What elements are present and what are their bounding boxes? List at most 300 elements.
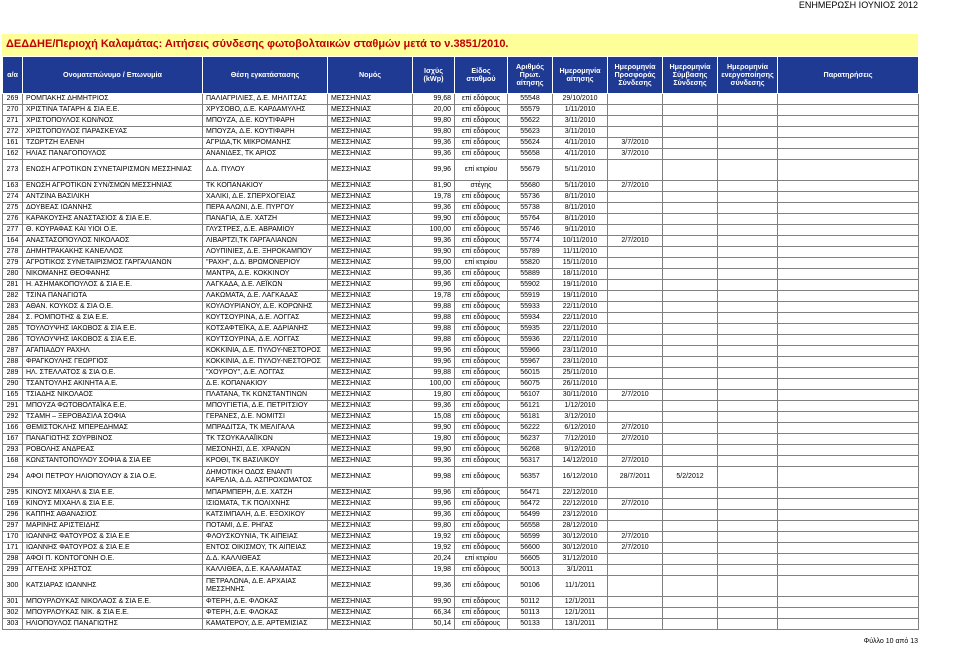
cell-power: 99,90	[413, 597, 455, 608]
table-row	[3, 324, 919, 335]
cell-name: Σ. ΡΟΜΠΟΤΗΣ & ΣΙΑ Ε.Ε.	[23, 313, 203, 324]
cell-app-date: 12/1/2011	[553, 608, 608, 619]
cell-protocol: 55680	[508, 181, 553, 192]
cell-type: επί εδάφους	[455, 192, 508, 203]
cell-id: 283	[3, 302, 23, 313]
cell-contract-date	[663, 597, 718, 608]
cell-location: ΦΤΕΡΗ, Δ.Ε. ΦΛΟΚΑΣ	[203, 608, 328, 619]
cell-location: ΕΝΤΟΣ ΟΙΚΙΣΜΟΥ, ΤΚ ΑΙΠΕΙΑΣ	[203, 543, 328, 554]
cell-id: 281	[3, 280, 23, 291]
cell-protocol: 55679	[508, 160, 553, 181]
cell-location: ΧΡΥΣΟΒΟ, Δ.Ε. ΚΑΡΔΑΜΥΛΗΣ	[203, 105, 328, 116]
cell-name: ΗΛ. ΣΤΕΛΛΑΤΟΣ & ΣΙΑ Ο.Ε.	[23, 368, 203, 379]
col-header: Ημερομηνία Σύμβασης Σύνδεσης	[663, 57, 718, 94]
cell-offer-date	[608, 94, 663, 105]
cell-contract-date	[663, 94, 718, 105]
cell-contract-date	[663, 335, 718, 346]
cell-offer-date: 2/7/2010	[608, 236, 663, 247]
cell-notes	[778, 576, 919, 597]
cell-id: 291	[3, 401, 23, 412]
cell-contract-date	[663, 105, 718, 116]
table-row	[3, 225, 919, 236]
cell-name: ΜΑΡΙΝΗΣ ΑΡΙΣΤΕΙΔΗΣ	[23, 521, 203, 532]
cell-power: 99,36	[413, 456, 455, 467]
cell-protocol: 55774	[508, 236, 553, 247]
cell-prefecture: ΜΕΣΣΗΝΙΑΣ	[328, 116, 413, 127]
cell-protocol: 56605	[508, 554, 553, 565]
cell-app-date: 5/11/2010	[553, 160, 608, 181]
table-row	[3, 619, 919, 630]
cell-notes	[778, 597, 919, 608]
cell-id: 171	[3, 543, 23, 554]
cell-location: ΧΑΛΙΚΙ, Δ.Ε. ΣΠΕΡΧΟΓΕΙΑΣ	[203, 192, 328, 203]
cell-power: 99,88	[413, 335, 455, 346]
cell-notes	[778, 225, 919, 236]
table-row	[3, 521, 919, 532]
cell-offer-date	[608, 291, 663, 302]
cell-app-date: 8/11/2010	[553, 214, 608, 225]
cell-location: ΚΟΤΣΑΦΤΕΪΚΑ, Δ.Ε. ΑΔΡΙΑΝΗΣ	[203, 324, 328, 335]
cell-id: 301	[3, 597, 23, 608]
cell-location: ΠΟΤΑΜΙ, Δ.Ε. ΡΗΓΑΣ	[203, 521, 328, 532]
table-row	[3, 379, 919, 390]
cell-power: 99,80	[413, 127, 455, 138]
cell-name: ΚΙΝΟΥΣ ΜΙΧΑΗΛ & ΣΙΑ Ε.Ε.	[23, 499, 203, 510]
cell-app-date: 7/12/2010	[553, 434, 608, 445]
cell-prefecture: ΜΕΣΣΗΝΙΑΣ	[328, 192, 413, 203]
cell-type: επί εδάφους	[455, 368, 508, 379]
cell-protocol: 56075	[508, 379, 553, 390]
cell-notes	[778, 499, 919, 510]
cell-protocol: 50112	[508, 597, 553, 608]
cell-offer-date	[608, 105, 663, 116]
cell-contract-date	[663, 423, 718, 434]
cell-notes	[778, 105, 919, 116]
cell-activation-date	[718, 368, 778, 379]
cell-app-date: 9/11/2010	[553, 225, 608, 236]
cell-notes	[778, 412, 919, 423]
cell-type: επί κτιρίου	[455, 258, 508, 269]
cell-contract-date	[663, 510, 718, 521]
cell-contract-date	[663, 379, 718, 390]
cell-offer-date	[608, 127, 663, 138]
cell-activation-date	[718, 291, 778, 302]
cell-contract-date	[663, 619, 718, 630]
cell-power: 15,08	[413, 412, 455, 423]
cell-prefecture: ΜΕΣΣΗΝΙΑΣ	[328, 379, 413, 390]
cell-contract-date	[663, 412, 718, 423]
cell-notes	[778, 619, 919, 630]
cell-contract-date	[663, 543, 718, 554]
cell-app-date: 4/11/2010	[553, 138, 608, 149]
cell-id: 288	[3, 357, 23, 368]
cell-id: 278	[3, 247, 23, 258]
cell-name: ΔΟΥΒΕΑΣ ΙΩΑΝΝΗΣ	[23, 203, 203, 214]
cell-power: 20,00	[413, 105, 455, 116]
cell-prefecture: ΜΕΣΣΗΝΙΑΣ	[328, 576, 413, 597]
cell-power: 19,78	[413, 192, 455, 203]
cell-app-date: 8/11/2010	[553, 192, 608, 203]
cell-contract-date	[663, 302, 718, 313]
cell-prefecture: ΜΕΣΣΗΝΙΑΣ	[328, 258, 413, 269]
cell-id: 298	[3, 554, 23, 565]
cell-app-date: 29/10/2010	[553, 94, 608, 105]
cell-notes	[778, 236, 919, 247]
cell-location: ΚΡΟΘΙ, ΤΚ ΒΑΣΙΛΙΚΟΥ	[203, 456, 328, 467]
cell-app-date: 16/12/2010	[553, 467, 608, 488]
cell-location: ΠΛΑΤΑΝΑ, ΤΚ ΚΩΝΣΤΑΝΤΙΝΩΝ	[203, 390, 328, 401]
cell-offer-date	[608, 258, 663, 269]
cell-type: επί κτιρίου	[455, 160, 508, 181]
cell-type: επί εδάφους	[455, 269, 508, 280]
cell-name: ΘΕΜΙΣΤΟΚΛΗΣ ΜΠΕΡΕΔΗΜΑΣ	[23, 423, 203, 434]
cell-notes	[778, 192, 919, 203]
cell-location: ΛΑΚΩΜΑΤΑ, Δ.Ε. ΛΑΓΚΑΔΑΣ	[203, 291, 328, 302]
cell-type: επί εδάφους	[455, 488, 508, 499]
cell-location: ΠΑΛΙΑΓΡΙΛΙΕΣ, Δ.Ε. ΜΗΛΙΤΣΑΣ	[203, 94, 328, 105]
cell-app-date: 30/12/2010	[553, 532, 608, 543]
cell-activation-date	[718, 423, 778, 434]
cell-protocol: 50133	[508, 619, 553, 630]
table-row	[3, 445, 919, 456]
cell-prefecture: ΜΕΣΣΗΝΙΑΣ	[328, 467, 413, 488]
cell-offer-date	[608, 510, 663, 521]
cell-contract-date	[663, 203, 718, 214]
cell-notes	[778, 488, 919, 499]
cell-id: 166	[3, 423, 23, 434]
cell-prefecture: ΜΕΣΣΗΝΙΑΣ	[328, 608, 413, 619]
cell-protocol: 55967	[508, 357, 553, 368]
cell-name: ΑΝΑΣΤΑΣΟΠΟΥΛΟΣ ΝΙΚΟΛΑΟΣ	[23, 236, 203, 247]
cell-protocol: 55764	[508, 214, 553, 225]
cell-contract-date	[663, 269, 718, 280]
cell-offer-date	[608, 225, 663, 236]
cell-location: ΚΑΛΛΙΘΕΑ, Δ.Ε. ΚΑΛΑΜΑΤΑΣ	[203, 565, 328, 576]
cell-prefecture: ΜΕΣΣΗΝΙΑΣ	[328, 390, 413, 401]
cell-protocol: 56107	[508, 390, 553, 401]
cell-notes	[778, 127, 919, 138]
cell-app-date: 13/1/2011	[553, 619, 608, 630]
cell-id: 284	[3, 313, 23, 324]
cell-name: ΑΝΤΖΙΝΑ ΒΑΣΙΛΙΚΗ	[23, 192, 203, 203]
table-row	[3, 116, 919, 127]
cell-activation-date	[718, 236, 778, 247]
cell-app-date: 30/11/2010	[553, 390, 608, 401]
cell-prefecture: ΜΕΣΣΗΝΙΑΣ	[328, 412, 413, 423]
cell-activation-date	[718, 225, 778, 236]
cell-power: 19,98	[413, 565, 455, 576]
table-row	[3, 138, 919, 149]
cell-prefecture: ΜΕΣΣΗΝΙΑΣ	[328, 138, 413, 149]
cell-name: ΤΣΑΝΤΟΥΛΗΣ ΑΚΙΝΗΤΑ Α.Ε.	[23, 379, 203, 390]
cell-contract-date	[663, 313, 718, 324]
cell-contract-date	[663, 192, 718, 203]
cell-activation-date	[718, 313, 778, 324]
cell-prefecture: ΜΕΣΣΗΝΙΑΣ	[328, 368, 413, 379]
col-header: Ισχύς (kWp)	[413, 57, 455, 94]
cell-app-date: 30/12/2010	[553, 543, 608, 554]
cell-protocol: 56268	[508, 445, 553, 456]
cell-name: ΑΦΟΙ Π. ΚΟΝΤΟΓΟΝΗ Ο.Ε.	[23, 554, 203, 565]
cell-prefecture: ΜΕΣΣΗΝΙΑΣ	[328, 521, 413, 532]
cell-type: επί εδάφους	[455, 127, 508, 138]
cell-notes	[778, 532, 919, 543]
cell-name: ΗΛΙΑΣ ΠΑΝΑΓΟΠΟΥΛΟΣ	[23, 149, 203, 160]
cell-offer-date	[608, 619, 663, 630]
cell-offer-date	[608, 565, 663, 576]
cell-power: 20,24	[413, 554, 455, 565]
cell-type: επί εδάφους	[455, 434, 508, 445]
cell-notes	[778, 445, 919, 456]
cell-location: ΛΟΥΠΙΝΙΕΣ, Δ.Ε. ΞΗΡΟΚΑΜΠΟΥ	[203, 247, 328, 258]
cell-notes	[778, 456, 919, 467]
cell-prefecture: ΜΕΣΣΗΝΙΑΣ	[328, 214, 413, 225]
cell-app-date: 10/11/2010	[553, 236, 608, 247]
cell-id: 273	[3, 160, 23, 181]
cell-app-date: 12/1/2011	[553, 597, 608, 608]
cell-power: 99,36	[413, 510, 455, 521]
cell-app-date: 11/11/2010	[553, 247, 608, 258]
cell-id: 302	[3, 608, 23, 619]
cell-power: 99,80	[413, 116, 455, 127]
table-row	[3, 357, 919, 368]
cell-name: ΚΑΠΠΗΣ ΑΘΑΝΑΣΙΟΣ	[23, 510, 203, 521]
cell-protocol: 56499	[508, 510, 553, 521]
cell-protocol: 50106	[508, 576, 553, 597]
cell-type: επί εδάφους	[455, 565, 508, 576]
cell-offer-date: 2/7/2010	[608, 390, 663, 401]
cell-id: 290	[3, 379, 23, 390]
cell-prefecture: ΜΕΣΣΗΝΙΑΣ	[328, 335, 413, 346]
cell-id: 276	[3, 214, 23, 225]
table-row	[3, 280, 919, 291]
table-row	[3, 434, 919, 445]
cell-app-date: 14/12/2010	[553, 456, 608, 467]
cell-prefecture: ΜΕΣΣΗΝΙΑΣ	[328, 532, 413, 543]
cell-protocol: 55658	[508, 149, 553, 160]
cell-prefecture: ΜΕΣΣΗΝΙΑΣ	[328, 434, 413, 445]
cell-power: 99,36	[413, 576, 455, 597]
cell-activation-date	[718, 302, 778, 313]
cell-notes	[778, 565, 919, 576]
cell-offer-date	[608, 280, 663, 291]
cell-name: ΦΡΑΓΚΟΥΛΗΣ ΓΕΩΡΓΙΟΣ	[23, 357, 203, 368]
cell-prefecture: ΜΕΣΣΗΝΙΑΣ	[328, 160, 413, 181]
cell-contract-date: 5/2/2012	[663, 467, 718, 488]
cell-power: 99,36	[413, 203, 455, 214]
col-header: Νομός	[328, 57, 413, 94]
cell-notes	[778, 335, 919, 346]
cell-app-date: 1/12/2010	[553, 401, 608, 412]
cell-app-date: 22/11/2010	[553, 335, 608, 346]
cell-notes	[778, 423, 919, 434]
cell-app-date: 25/11/2010	[553, 368, 608, 379]
cell-location: ΑΓΡΙΔΑ,ΤΚ ΜΙΚΡΟΜΑΝΗΣ	[203, 138, 328, 149]
col-header: Θέση εγκατάστασης	[203, 57, 328, 94]
cell-location: ΠΕΤΡΑΛΩΝΑ, Δ.Ε. ΑΡΧΑΙΑΣ ΜΕΣΣΗΝΗΣ	[203, 576, 328, 597]
cell-id: 303	[3, 619, 23, 630]
cell-id: 287	[3, 346, 23, 357]
cell-type: επί εδάφους	[455, 313, 508, 324]
cell-contract-date	[663, 390, 718, 401]
cell-power: 99,96	[413, 280, 455, 291]
cell-id: 299	[3, 565, 23, 576]
table-row	[3, 247, 919, 258]
table-row	[3, 597, 919, 608]
cell-name: Θ. ΚΟΥΡΑΦΑΣ ΚΑΙ ΥΙΟΙ Ο.Ε.	[23, 225, 203, 236]
cell-notes	[778, 291, 919, 302]
cell-name: ΙΩΑΝΝΗΣ ΦΑΤΟΥΡΟΣ & ΣΙΑ Ε.Ε	[23, 543, 203, 554]
cell-notes	[778, 269, 919, 280]
cell-location: ΚΑΜΑΤΕΡΟΥ, Δ.Ε. ΑΡΤΕΜΙΣΙΑΣ	[203, 619, 328, 630]
cell-protocol: 56357	[508, 467, 553, 488]
cell-notes	[778, 390, 919, 401]
cell-type: επί εδάφους	[455, 521, 508, 532]
cell-power: 99,90	[413, 214, 455, 225]
cell-activation-date	[718, 94, 778, 105]
cell-id: 293	[3, 445, 23, 456]
cell-name: ΙΩΑΝΝΗΣ ΦΑΤΟΥΡΟΣ & ΣΙΑ Ε.Ε	[23, 532, 203, 543]
table-row	[3, 313, 919, 324]
cell-activation-date	[718, 203, 778, 214]
cell-id: 272	[3, 127, 23, 138]
cell-notes	[778, 94, 919, 105]
cell-activation-date	[718, 576, 778, 597]
cell-power: 99,90	[413, 445, 455, 456]
cell-prefecture: ΜΕΣΣΗΝΙΑΣ	[328, 510, 413, 521]
cell-contract-date	[663, 324, 718, 335]
cell-app-date: 19/11/2010	[553, 280, 608, 291]
cell-type: επί εδάφους	[455, 149, 508, 160]
cell-app-date: 3/11/2010	[553, 127, 608, 138]
cell-prefecture: ΜΕΣΣΗΝΙΑΣ	[328, 181, 413, 192]
cell-protocol: 55889	[508, 269, 553, 280]
cell-activation-date	[718, 456, 778, 467]
cell-power: 99,68	[413, 94, 455, 105]
cell-protocol: 55789	[508, 247, 553, 258]
cell-id: 296	[3, 510, 23, 521]
cell-power: 99,90	[413, 423, 455, 434]
cell-prefecture: ΜΕΣΣΗΝΙΑΣ	[328, 324, 413, 335]
cell-activation-date	[718, 434, 778, 445]
cell-app-date: 19/11/2010	[553, 291, 608, 302]
cell-power: 99,96	[413, 357, 455, 368]
cell-offer-date	[608, 313, 663, 324]
cell-notes	[778, 214, 919, 225]
cell-id: 286	[3, 335, 23, 346]
cell-activation-date	[718, 346, 778, 357]
cell-type: επί εδάφους	[455, 280, 508, 291]
cell-power: 99,88	[413, 313, 455, 324]
cell-prefecture: ΜΕΣΣΗΝΙΑΣ	[328, 456, 413, 467]
cell-app-date: 5/11/2010	[553, 181, 608, 192]
cell-contract-date	[663, 532, 718, 543]
cell-contract-date	[663, 565, 718, 576]
table-row	[3, 608, 919, 619]
cell-name: ΤΣΙΝΑ ΠΑΝΑΓΙΩΤΑ	[23, 291, 203, 302]
cell-id: 168	[3, 456, 23, 467]
cell-type: επί εδάφους	[455, 576, 508, 597]
cell-contract-date	[663, 236, 718, 247]
cell-prefecture: ΜΕΣΣΗΝΙΑΣ	[328, 499, 413, 510]
cell-type: επί εδάφους	[455, 214, 508, 225]
cell-power: 99,88	[413, 302, 455, 313]
cell-notes	[778, 149, 919, 160]
cell-location: ΙΣΙΩΜΑΤΑ, Τ.Κ ΠΟΛΙΧΝΗΣ	[203, 499, 328, 510]
cell-contract-date	[663, 521, 718, 532]
cell-notes	[778, 521, 919, 532]
cell-activation-date	[718, 390, 778, 401]
cell-notes	[778, 160, 919, 181]
cell-location: ΚΟΥΤΣΟΥΡΙΝΑ, Δ.Ε. ΛΟΓΓΑΣ	[203, 313, 328, 324]
cell-prefecture: ΜΕΣΣΗΝΙΑΣ	[328, 565, 413, 576]
page-title: ΔΕΔΔΗΕ/Περιοχή Καλαμάτας: Αιτήσεις σύνδεσης φωτοβολταικών σταθμών μετά το ν.3851/2010.	[6, 38, 509, 50]
cell-offer-date	[608, 269, 663, 280]
cell-activation-date	[718, 335, 778, 346]
cell-activation-date	[718, 247, 778, 258]
cell-contract-date	[663, 116, 718, 127]
cell-activation-date	[718, 127, 778, 138]
cell-power: 99,36	[413, 138, 455, 149]
cell-id: 295	[3, 488, 23, 499]
cell-notes	[778, 116, 919, 127]
cell-activation-date	[718, 116, 778, 127]
cell-id: 167	[3, 434, 23, 445]
table-row	[3, 127, 919, 138]
cell-id: 169	[3, 499, 23, 510]
cell-id: 163	[3, 181, 23, 192]
cell-activation-date	[718, 149, 778, 160]
cell-app-date: 22/12/2010	[553, 488, 608, 499]
table-row	[3, 488, 919, 499]
cell-location: ΑΝΑΝΙΔΕΣ, ΤΚ ΑΡΙΟΣ	[203, 149, 328, 160]
cell-protocol: 56222	[508, 423, 553, 434]
cell-location: ΜΠΑΡΜΠΕΡΗ, Δ.Ε. ΧΑΤΖΗ	[203, 488, 328, 499]
table-row	[3, 291, 919, 302]
cell-power: 99,88	[413, 368, 455, 379]
cell-notes	[778, 554, 919, 565]
cell-contract-date	[663, 357, 718, 368]
table-header-row	[3, 57, 919, 94]
cell-prefecture: ΜΕΣΣΗΝΙΑΣ	[328, 401, 413, 412]
cell-name: ΧΡΙΣΤΙΝΑ ΤΑΓΑΡΗ & ΣΙΑ Ε.Ε.	[23, 105, 203, 116]
cell-type: επί εδάφους	[455, 499, 508, 510]
cell-offer-date	[608, 412, 663, 423]
cell-protocol: 56121	[508, 401, 553, 412]
cell-activation-date	[718, 608, 778, 619]
cell-activation-date	[718, 543, 778, 554]
cell-location: ΓΛΥΣΤΡΕΣ, Δ.Ε. ΑΒΡΑΜΙΟΥ	[203, 225, 328, 236]
cell-contract-date	[663, 149, 718, 160]
cell-id: 289	[3, 368, 23, 379]
cell-location: ΛΙΒΑΡΤΖΙ,ΤΚ ΓΑΡΓΑΛΙΑΝΩΝ	[203, 236, 328, 247]
cell-offer-date	[608, 192, 663, 203]
cell-offer-date: 2/7/2010	[608, 499, 663, 510]
cell-offer-date	[608, 521, 663, 532]
cell-protocol: 56558	[508, 521, 553, 532]
cell-name: ΤΖΩΡΤΖΗ ΕΛΕΝΗ	[23, 138, 203, 149]
cell-activation-date	[718, 499, 778, 510]
cell-activation-date	[718, 138, 778, 149]
cell-protocol: 55934	[508, 313, 553, 324]
cell-power: 99,36	[413, 149, 455, 160]
cell-protocol: 50113	[508, 608, 553, 619]
cell-app-date: 4/11/2010	[553, 149, 608, 160]
cell-id: 270	[3, 105, 23, 116]
cell-notes	[778, 368, 919, 379]
cell-location: ΜΠΟΥΖΑ, Δ.Ε. ΚΟΥΤΙΦΑΡΗ	[203, 127, 328, 138]
cell-id: 285	[3, 324, 23, 335]
